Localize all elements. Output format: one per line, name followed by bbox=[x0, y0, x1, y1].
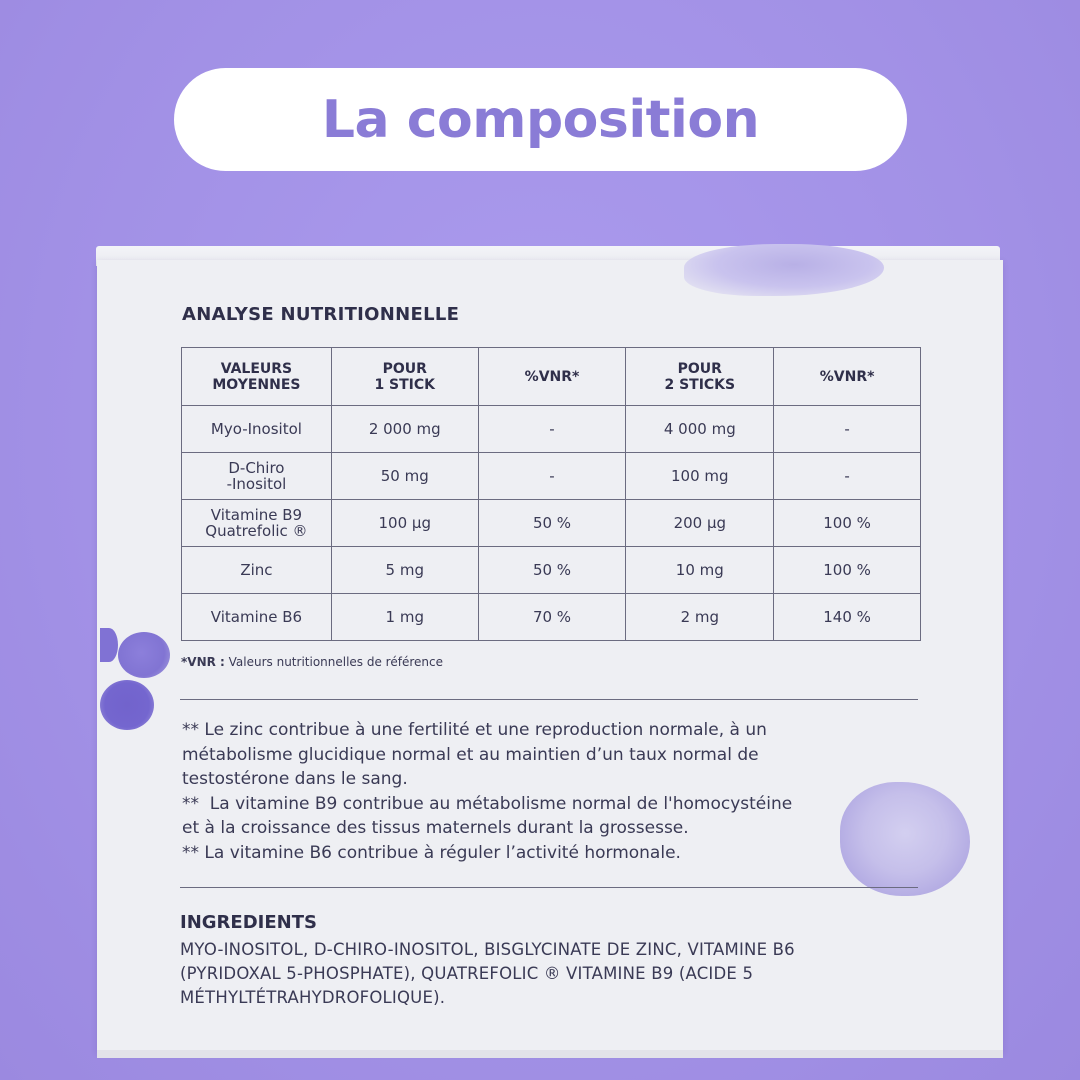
value-one-stick: 50 mg bbox=[331, 453, 478, 500]
header-cell: POUR 1 STICK bbox=[331, 348, 478, 406]
vnr-two-sticks: 100 % bbox=[774, 547, 921, 594]
claim-line: testostérone dans le sang. bbox=[182, 769, 408, 789]
value-two-sticks: 4 000 mg bbox=[626, 406, 774, 453]
value-one-stick: 2 000 mg bbox=[331, 406, 478, 453]
nutrition-table bbox=[181, 347, 921, 641]
vnr-one-stick: - bbox=[478, 453, 626, 500]
box-bottom-edge bbox=[97, 1050, 1003, 1058]
vnr-two-sticks: - bbox=[774, 453, 921, 500]
vnr-footnote: *VNR : Valeurs nutritionnelles de référence bbox=[181, 655, 443, 669]
ingredients-title: INGREDIENTS bbox=[180, 912, 317, 933]
decorative-dot bbox=[118, 632, 170, 678]
page-title: La composition bbox=[321, 89, 760, 150]
header-cell: %VNR* bbox=[774, 348, 921, 406]
divider bbox=[180, 887, 918, 888]
ingredients-list: MYO-INOSITOL, D-CHIRO-INOSITOL, BISGLYCINATE DE ZINC, VITAMINE B6 (PYRIDOXAL 5-PHOSPHATE), QUATREFOLIC ® VITAMINE B9 (ACIDE 5 MÉTHYLTÉTRAHYDROFOLIQUE). bbox=[180, 940, 795, 1007]
claim-line: métabolisme glucidique normal et au maintien d’un taux normal de bbox=[182, 744, 759, 765]
vnr-two-sticks: 100 % bbox=[774, 500, 921, 547]
value-one-stick: 5 mg bbox=[331, 547, 478, 594]
value-two-sticks: 10 mg bbox=[626, 547, 774, 594]
table-row bbox=[182, 406, 921, 453]
claim-line: et à la croissance des tissus maternels durant la grossesse. bbox=[182, 818, 689, 838]
nutrient-name: Vitamine B6 bbox=[182, 594, 332, 641]
nutrient-name: Myo-Inositol bbox=[182, 406, 332, 453]
table-header-row bbox=[182, 348, 921, 406]
health-claims bbox=[182, 718, 902, 865]
header-cell: POUR 2 STICKS bbox=[626, 348, 774, 406]
vnr-one-stick: - bbox=[478, 406, 626, 453]
vnr-one-stick: 50 % bbox=[478, 547, 626, 594]
nutrient-name: D-Chiro -Inositol bbox=[182, 453, 332, 500]
table-row bbox=[182, 453, 921, 500]
decorative-dot bbox=[100, 628, 118, 662]
value-one-stick: 100 µg bbox=[331, 500, 478, 547]
claim-line: ** La vitamine B6 contribue à réguler l’activité hormonale. bbox=[182, 842, 681, 863]
nutrient-name: Vitamine B9 Quatrefolic ® bbox=[182, 500, 332, 547]
claim-line: ** La vitamine B9 contribue au métabolisme normal de l'homocystéine bbox=[182, 793, 793, 814]
value-two-sticks: 200 µg bbox=[626, 500, 774, 547]
nutrient-name: Zinc bbox=[182, 547, 332, 594]
value-two-sticks: 100 mg bbox=[626, 453, 774, 500]
table-row bbox=[182, 500, 921, 547]
nutrition-section-title: ANALYSE NUTRITIONNELLE bbox=[182, 304, 460, 325]
table-row bbox=[182, 547, 921, 594]
header-cell: VALEURS MOYENNES bbox=[182, 348, 332, 406]
value-two-sticks: 2 mg bbox=[626, 594, 774, 641]
value-one-stick: 1 mg bbox=[331, 594, 478, 641]
divider bbox=[180, 699, 918, 700]
title-pill bbox=[174, 68, 907, 171]
vnr-one-stick: 70 % bbox=[478, 594, 626, 641]
vnr-one-stick: 50 % bbox=[478, 500, 626, 547]
table-row bbox=[182, 594, 921, 641]
vnr-two-sticks: 140 % bbox=[774, 594, 921, 641]
claim-line: ** Le zinc contribue à une fertilité et une reproduction normale, à un bbox=[182, 720, 767, 740]
decorative-dot bbox=[100, 680, 154, 730]
vnr-two-sticks: - bbox=[774, 406, 921, 453]
header-cell: %VNR* bbox=[478, 348, 626, 406]
